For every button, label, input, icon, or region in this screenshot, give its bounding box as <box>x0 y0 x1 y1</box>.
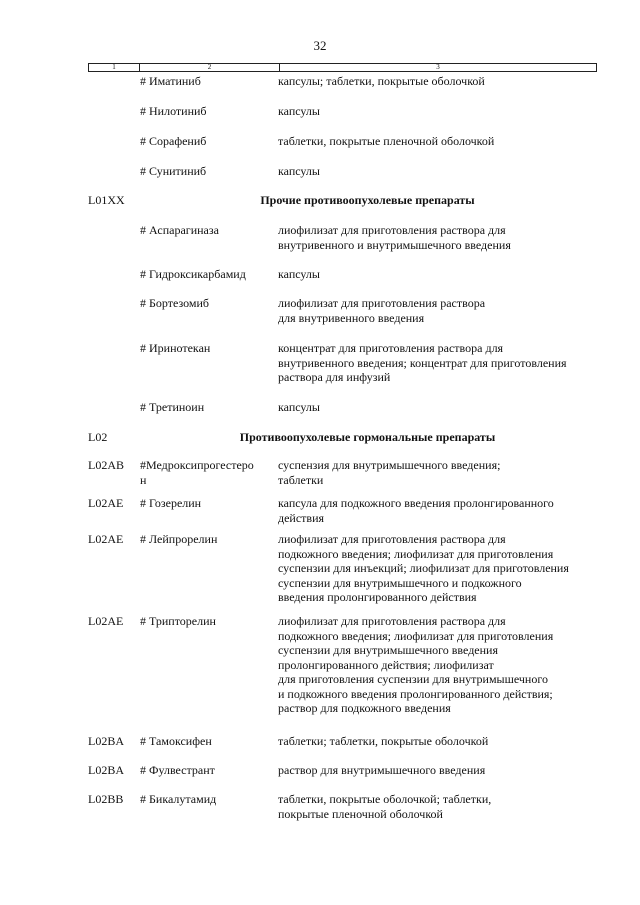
dosage-form-line: таблетки, покрытые оболочкой; таблетки, <box>278 792 492 806</box>
dosage-form <box>278 341 598 385</box>
atc-code: L01XX <box>88 193 125 207</box>
dosage-form-line: таблетки <box>278 472 324 487</box>
dosage-form-line: капсулы <box>278 104 320 118</box>
drug-name: # Гозерелин <box>140 496 202 510</box>
dosage-form-line: подкожного введения; лиофилизат для приготовления <box>278 628 554 643</box>
drug-name: # Сорафениб <box>140 134 207 148</box>
dosage-form-line: капсулы <box>278 400 320 414</box>
atc-code: L02AE <box>88 614 124 628</box>
dosage-form-line: лиофилизат для приготовления раствора для <box>278 223 506 237</box>
atc-code: L02AB <box>88 458 124 472</box>
atc-code: L02BA <box>88 734 124 748</box>
dosage-form-line: капсулы <box>278 267 320 281</box>
atc-code: L02AE <box>88 532 124 546</box>
dosage-form-line: капсула для подкожного введения пролонгированного <box>278 496 554 510</box>
drug-name: # Тамоксифен <box>140 734 212 748</box>
drug-name: # Лейпрорелин <box>140 532 218 546</box>
dosage-form-line: капсулы <box>278 164 320 178</box>
dosage-form-line: для приготовления суспензии для внутримышечного <box>278 672 548 686</box>
dosage-form-line: лиофилизат для приготовления раствора <box>278 296 486 310</box>
drug-name: # Иринотекан <box>140 341 211 355</box>
header-col-2: 2 <box>140 64 280 71</box>
dosage-form-line: таблетки; таблетки, покрытые оболочкой <box>278 734 489 748</box>
dosage-form-line: суспензии для инъекций; лиофилизат для приготовления <box>278 561 569 575</box>
drug-name: # Нилотиниб <box>140 104 207 118</box>
table-header <box>88 63 597 72</box>
drug-name: # Трипторелин <box>140 614 216 628</box>
dosage-form-line: пролонгированного действия; лиофилизат <box>278 657 494 672</box>
dosage-form-line: раствора для инфузий <box>278 370 391 384</box>
dosage-form-line: суспензия для внутримышечного введения; <box>278 458 501 472</box>
dosage-form <box>278 104 598 119</box>
dosage-form <box>278 74 598 89</box>
dosage-form-line: суспензии для внутримышечного введения <box>278 643 498 657</box>
dosage-form <box>278 164 598 179</box>
dosage-form <box>278 267 598 282</box>
drug-name: # Третиноин <box>140 400 205 414</box>
drug-name: # Аспарагиназа <box>140 223 219 237</box>
dosage-form <box>278 763 598 778</box>
dosage-form-line: внутривенного и внутримышечного введения <box>278 237 511 252</box>
group-title: Противоопухолевые гормональные препараты <box>239 430 496 444</box>
atc-code: L02 <box>88 430 108 444</box>
dosage-form-line: подкожного введения; лиофилизат для приготовления <box>278 546 554 561</box>
dosage-form-line: лиофилизат для приготовления раствора для <box>278 614 506 628</box>
drug-name: # Бикалутамид <box>140 792 217 806</box>
drug-name: #Медроксипрогестеро н <box>140 458 254 487</box>
dosage-form <box>278 792 598 821</box>
drug-name: # Бортезомиб <box>140 296 210 310</box>
dosage-form-line: суспензии для внутримышечного и подкожного <box>278 575 522 590</box>
page-number: 32 <box>313 38 327 53</box>
group-title: Прочие противоопухолевые препараты <box>260 193 475 207</box>
dosage-form <box>278 532 598 605</box>
dosage-form-line: для внутривенного введения <box>278 310 425 325</box>
dosage-form-line: покрытые пленочной оболочкой <box>278 806 443 821</box>
drug-name: # Фулвестрант <box>140 763 215 777</box>
drug-name: # Иматиниб <box>140 74 201 88</box>
dosage-form-line: капсулы; таблетки, покрытые оболочкой <box>278 74 485 88</box>
dosage-form <box>278 734 598 749</box>
atc-code: L02BA <box>88 763 124 777</box>
dosage-form-line: и подкожного введения пролонгированного действия; <box>278 686 553 701</box>
dosage-form-line: внутривенного введения; концентрат для приготовления <box>278 355 567 370</box>
dosage-form <box>278 458 598 487</box>
dosage-form-line: концентрат для приготовления раствора для <box>278 341 504 355</box>
dosage-form <box>278 400 598 415</box>
atc-code: L02BB <box>88 792 124 806</box>
dosage-form-line: введения пролонгированного действия <box>278 590 477 604</box>
dosage-form-line: лиофилизат для приготовления раствора для <box>278 532 506 546</box>
drug-name: # Гидроксикарбамид <box>140 267 246 281</box>
header-col-1: 1 <box>89 64 140 71</box>
dosage-form-line: таблетки, покрытые пленочной оболочкой <box>278 134 495 148</box>
dosage-form <box>278 134 598 149</box>
dosage-form <box>278 496 598 525</box>
drug-name: # Сунитиниб <box>140 164 207 178</box>
dosage-form <box>278 296 598 325</box>
dosage-form-line: раствор для подкожного введения <box>278 701 451 715</box>
dosage-form <box>278 223 598 252</box>
dosage-form-line: действия <box>278 510 325 525</box>
header-col-3: 3 <box>436 63 440 71</box>
atc-code: L02AE <box>88 496 124 510</box>
dosage-form-line: раствор для внутримышечного введения <box>278 763 486 777</box>
dosage-form <box>278 614 598 716</box>
